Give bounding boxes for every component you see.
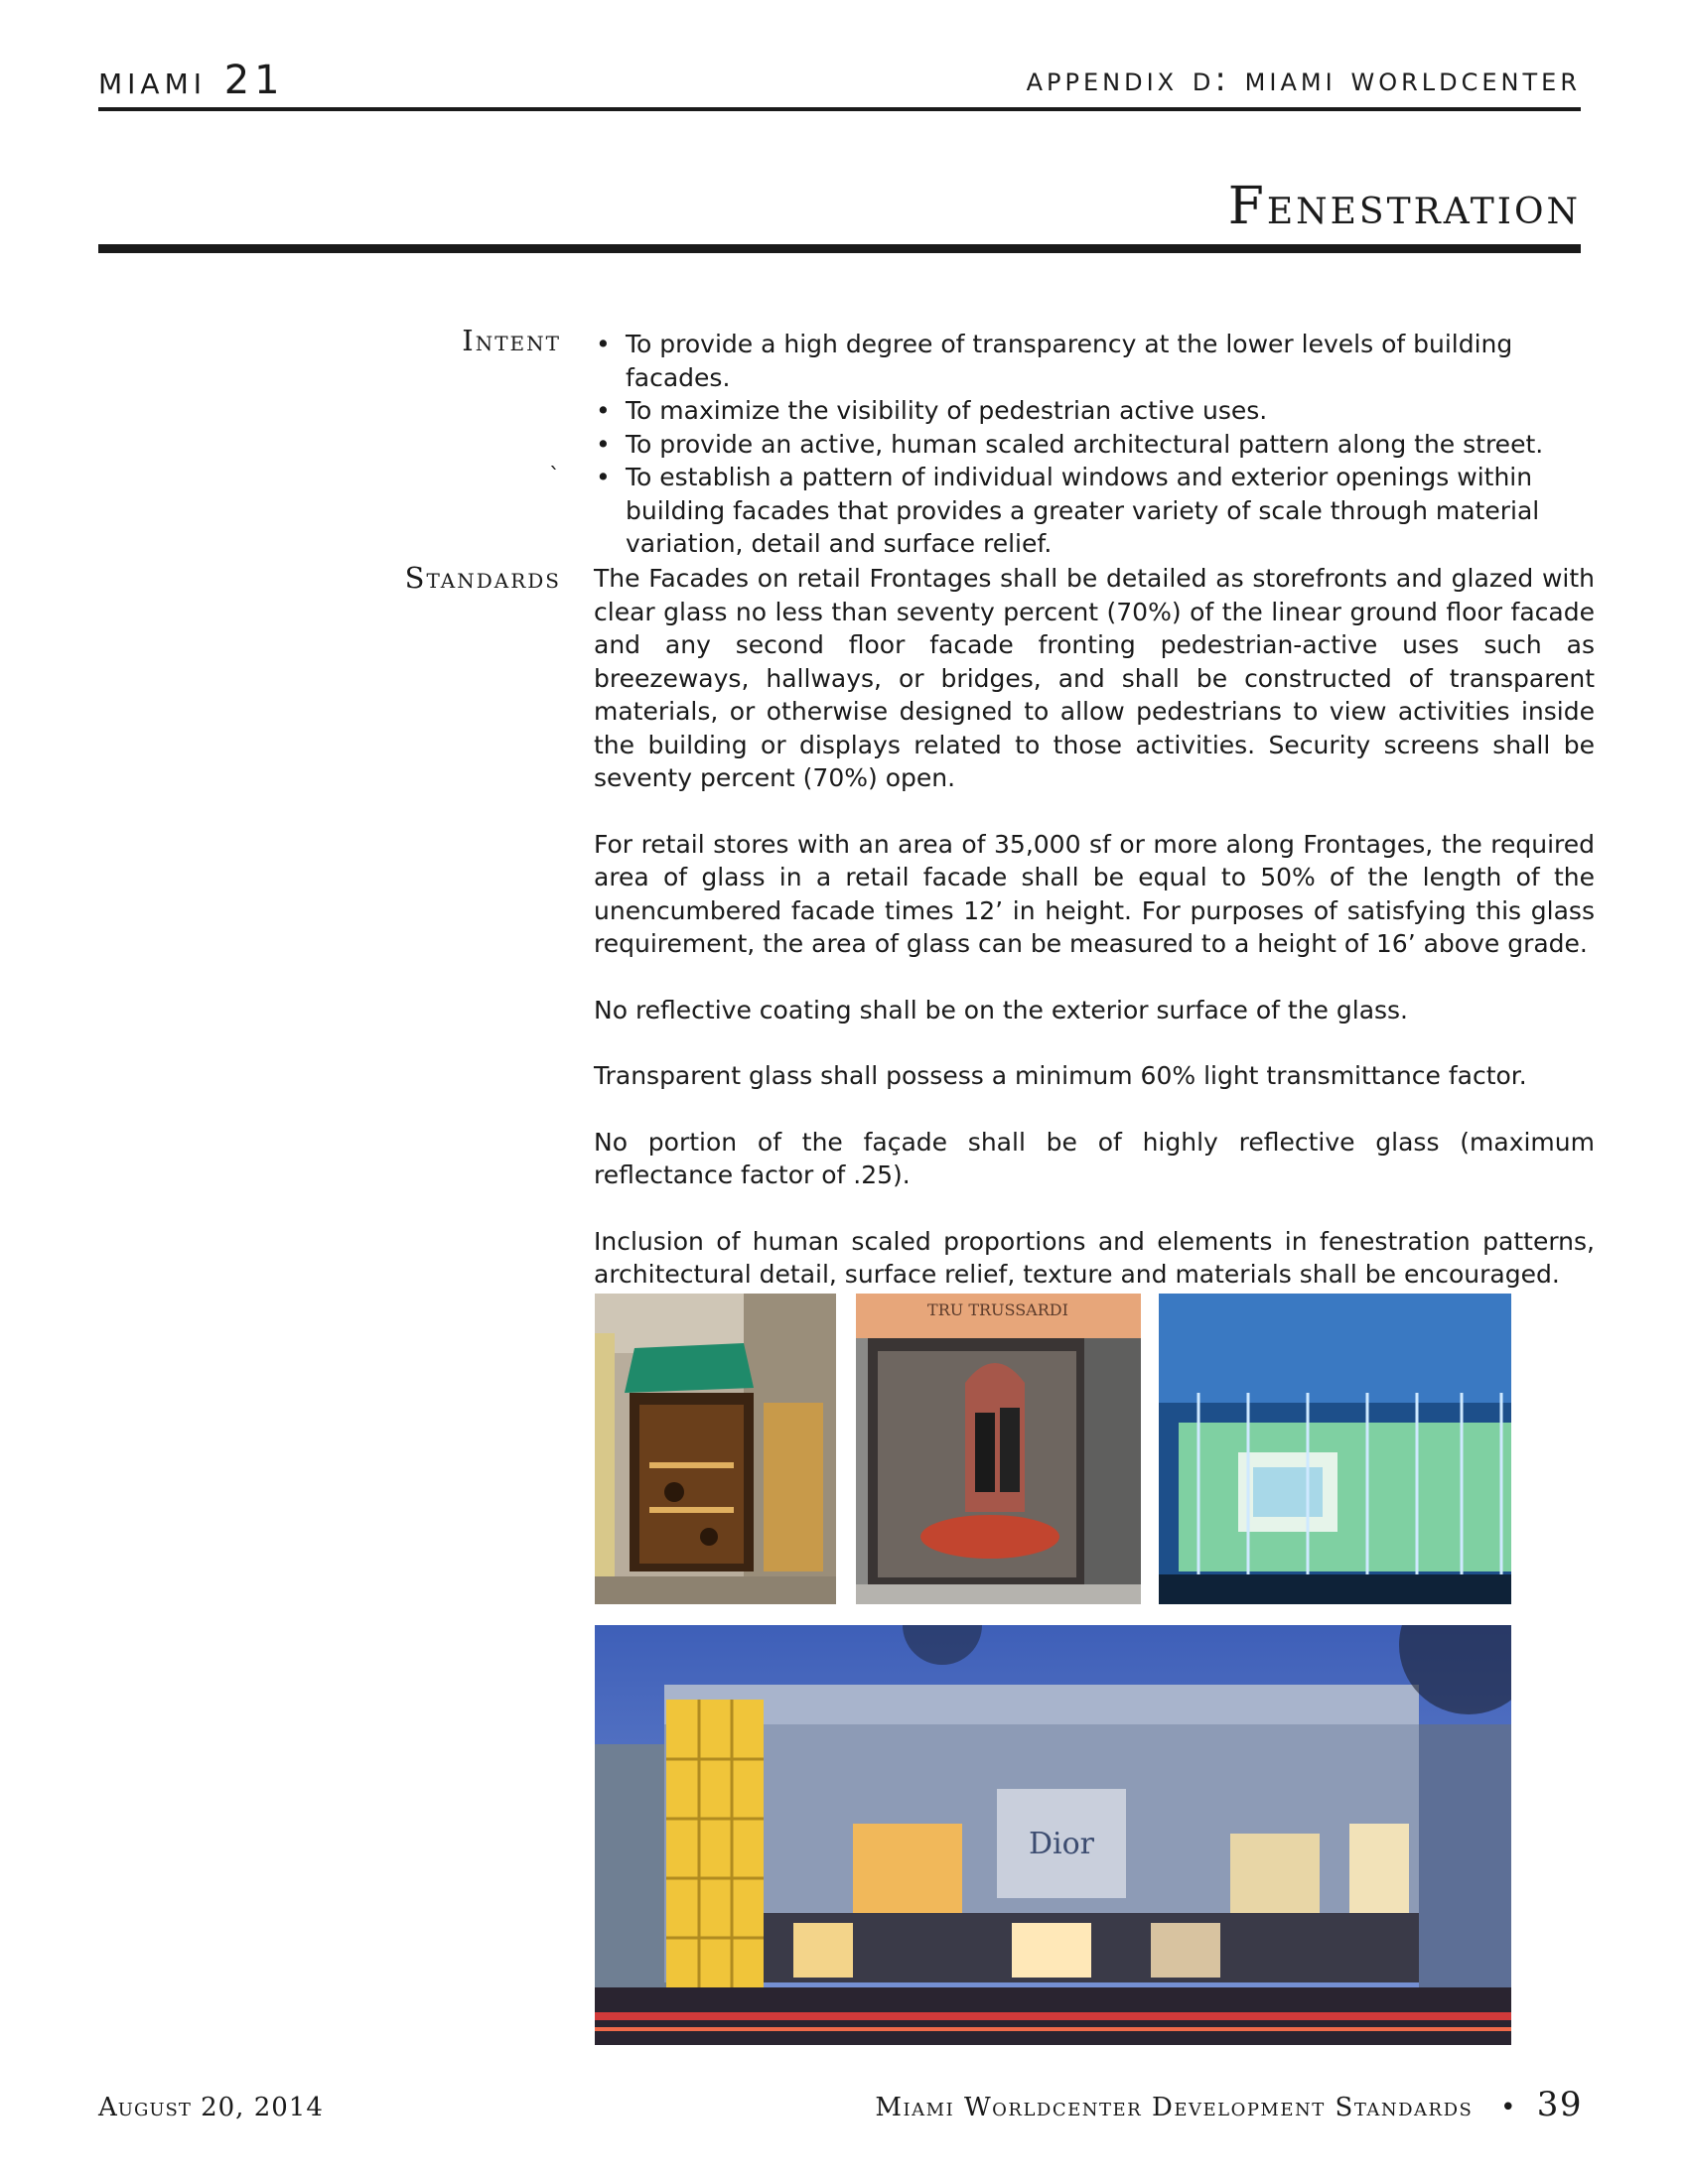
standards-paragraph: No portion of the façade shall be of highly reflective glass (maximum reflectance factor of .25).	[594, 1127, 1595, 1189]
standards-paragraph: Inclusion of human scaled proportions and elements in fenestration patterns, architectural detail, surface relief, texture and materials shall be encouraged.	[594, 1226, 1595, 1289]
dior-sign-text: Dior	[1028, 1827, 1095, 1861]
footer-bullet: •	[1500, 2093, 1517, 2122]
standards-paragraph: The Facades on retail Frontages shall be detailed as storefronts and glazed with clear glass no less than seventy percent (70%) of the linear ground floor facade and any second floor facade fronting pedestrian-active uses such as breezeways, hallways, or bridges, and shall be constructed of transparent materials, or otherwise designed to allow pedestrians to view activities inside the building or displays related to those activities. Security screens shall be seventy percent (70%) open.	[594, 564, 1595, 792]
photo-glass-facade	[1159, 1294, 1511, 1604]
title-rule	[98, 244, 1581, 253]
intent-label: Intent	[462, 324, 561, 357]
standards-paragraph: Transparent glass shall possess a minimum 60% light transmittance factor.	[594, 1061, 1527, 1090]
header-rule	[98, 107, 1581, 111]
page-title: Fenestration	[1227, 177, 1581, 236]
page-number: 39	[1536, 2085, 1583, 2124]
stray-mark: `	[549, 465, 560, 489]
intent-bullet: • To provide a high degree of transparency at the lower levels of building facades.	[594, 328, 1597, 394]
standards-paragraph: No reflective coating shall be on the exterior surface of the glass.	[594, 995, 1409, 1024]
intent-bullet: • To maximize the visibility of pedestrian active uses.	[594, 394, 1597, 428]
header-right: appendix d: miami worldcenter	[1026, 60, 1581, 99]
intent-bullet: • To provide an active, human scaled architectural pattern along the street.	[594, 428, 1597, 462]
footer-date: August 20, 2014	[98, 2093, 324, 2122]
standards-label: Standards	[404, 561, 561, 595]
photo-trussardi	[856, 1294, 1141, 1604]
footer-doc-title: Miami Worldcenter Development Standards	[875, 2093, 1474, 2122]
header-left: miami 21	[98, 58, 285, 103]
photo-retail-building	[595, 1625, 1511, 2045]
intent-bullet: • To establish a pattern of individual windows and exterior openings within building facades that provides a greater variety of scale through material variation, detail and surface relief.	[594, 461, 1597, 561]
standards-paragraph: For retail stores with an area of 35,000 sf or more along Frontages, the required area of glass in a retail facade shall be equal to 50% of the length of the unencumbered facade times 12’ in height. For purposes of satisfying this glass requirement, the area of glass can be measured to a height of 16’ above grade.	[594, 829, 1595, 958]
intent-list	[594, 328, 1597, 561]
photo-storefront-awning	[595, 1294, 836, 1604]
footer-doc	[875, 2085, 1583, 2124]
trussardi-sign-text: TRU TRUSSARDI	[927, 1300, 1068, 1319]
standards-text	[594, 562, 1595, 1292]
